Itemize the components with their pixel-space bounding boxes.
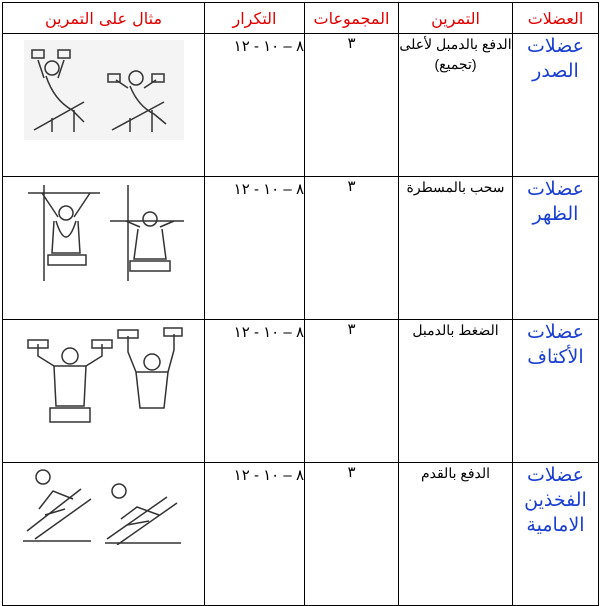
example-cell <box>3 463 205 606</box>
exercise-cell: سحب بالمسطرة <box>399 177 513 320</box>
sets-cell: ٣ <box>305 34 399 177</box>
table-row <box>3 177 599 320</box>
header-example: مثال على التمرين <box>3 3 205 34</box>
muscle-cell: عضلات الفخذين الامامية <box>513 463 599 606</box>
lat-pulldown-illustration <box>24 183 184 283</box>
muscle-cell: عضلات الصدر <box>513 34 599 177</box>
table-row <box>3 320 599 463</box>
incline-dumbbell-press-illustration <box>24 40 184 140</box>
example-cell <box>3 177 205 320</box>
exercise-cell: الدفع بالدمبل لأعلى (تجميع) <box>399 34 513 177</box>
table-row <box>3 34 599 177</box>
reps-cell: ٨ – ١٠ - ١٢ <box>205 463 305 606</box>
header-reps: التكرار <box>205 3 305 34</box>
sets-cell: ٣ <box>305 177 399 320</box>
dumbbell-shoulder-press-illustration <box>24 326 184 426</box>
muscle-cell: عضلات الأكتاف <box>513 320 599 463</box>
sets-cell: ٣ <box>305 463 399 606</box>
header-exercise: التمرين <box>399 3 513 34</box>
exercise-cell: الضغط بالدمبل <box>399 320 513 463</box>
sets-cell: ٣ <box>305 320 399 463</box>
reps-cell: ٨ – ١٠ - ١٢ <box>205 177 305 320</box>
table-row <box>3 463 599 606</box>
header-row <box>3 3 599 34</box>
header-muscles: العضلات <box>513 3 599 34</box>
header-sets: المجموعات <box>305 3 399 34</box>
example-cell <box>3 34 205 177</box>
exercise-cell: الدفع بالقدم <box>399 463 513 606</box>
workout-table <box>2 2 599 606</box>
leg-press-illustration <box>21 469 187 545</box>
example-cell <box>3 320 205 463</box>
muscle-cell: عضلات الظهر <box>513 177 599 320</box>
reps-cell: ٨ – ١٠ - ١٢ <box>205 34 305 177</box>
reps-cell: ٨ – ١٠ - ١٢ <box>205 320 305 463</box>
